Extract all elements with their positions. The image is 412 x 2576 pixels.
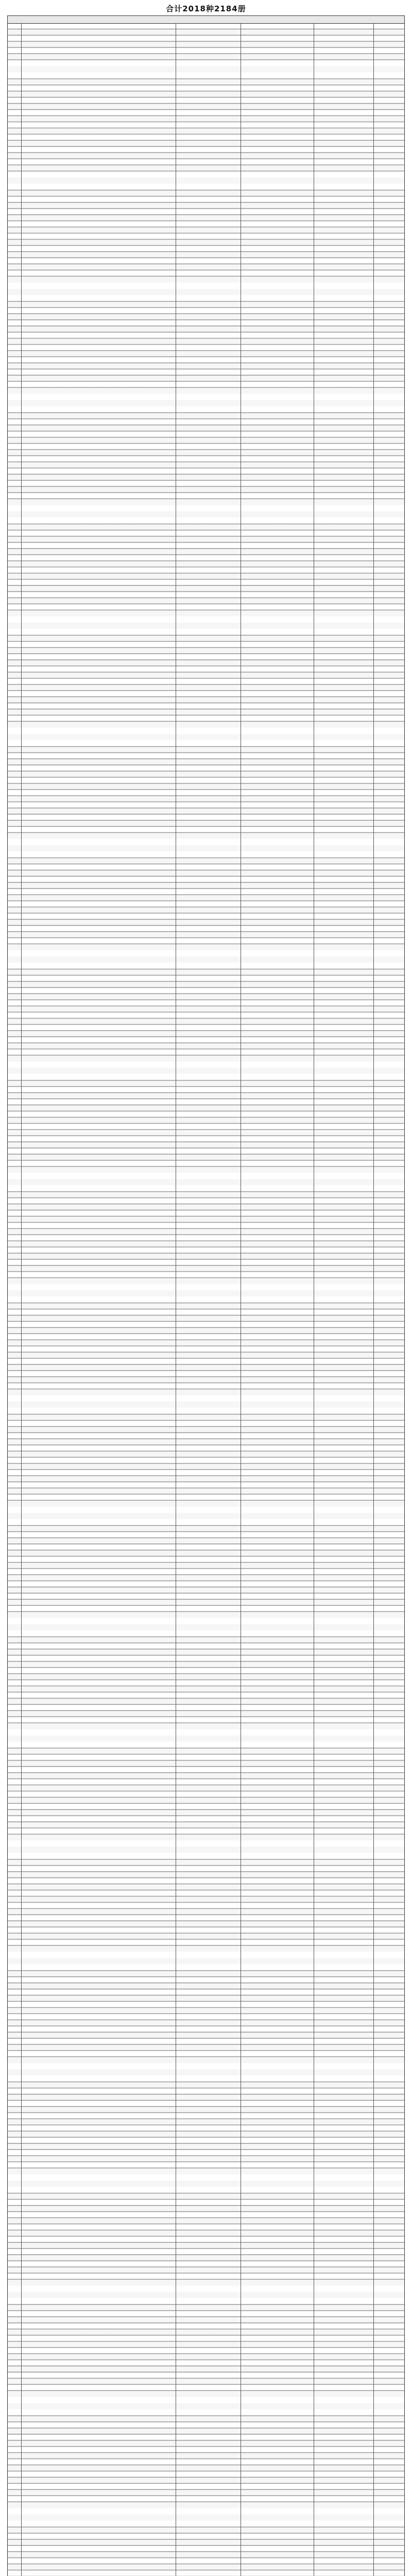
book-table xyxy=(8,16,404,24)
column-header-author xyxy=(176,16,241,24)
column-header-copies xyxy=(373,16,404,24)
book-table-container xyxy=(7,15,405,2576)
sheet-title: 合计2018种2184册 xyxy=(166,4,246,13)
table-header xyxy=(8,16,404,24)
column-header-title xyxy=(21,16,176,24)
column-header-no xyxy=(8,16,21,24)
column-grid-lines xyxy=(8,16,404,2576)
column-header-callno xyxy=(314,16,373,24)
header-row xyxy=(8,16,404,24)
column-header-publisher xyxy=(241,16,314,24)
